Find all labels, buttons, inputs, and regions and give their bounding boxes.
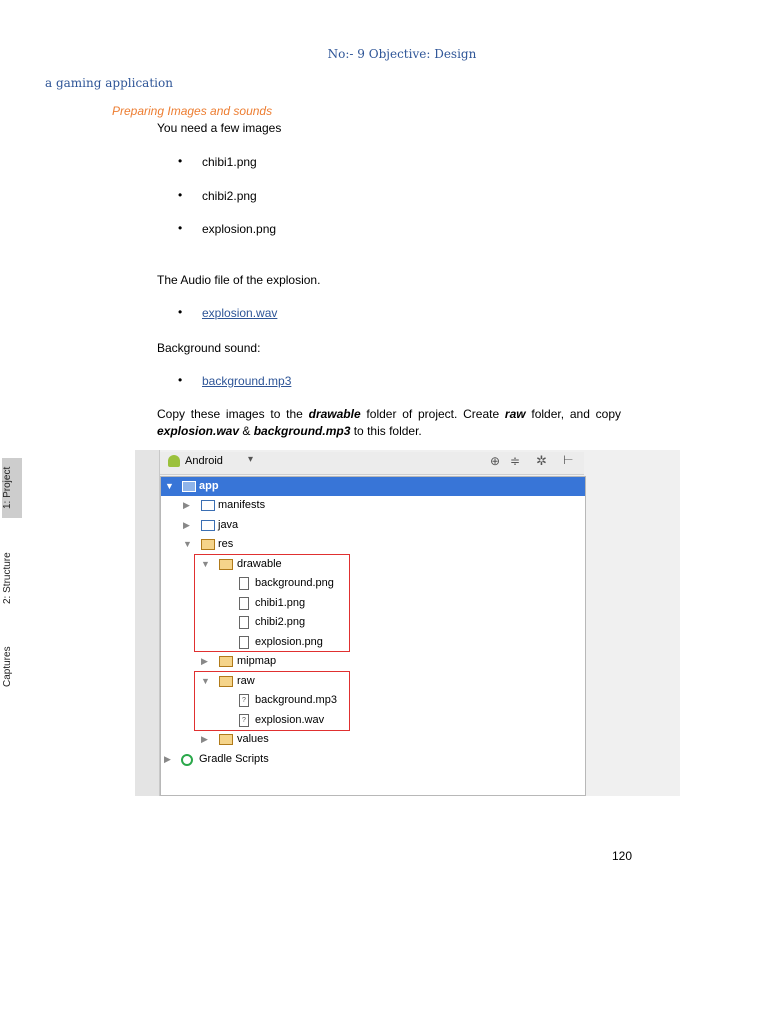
triangle-down-icon: ▼ (165, 481, 174, 491)
module-folder-icon (182, 481, 196, 492)
project-toolbar (160, 452, 584, 475)
target-icon[interactable]: ⊕ (490, 454, 501, 468)
gear-icon[interactable]: ✲ (536, 453, 547, 468)
tree-item-app[interactable]: ▼ app (161, 477, 585, 496)
explosion-wav-link[interactable]: explosion.wav (202, 306, 278, 320)
triangle-down-icon: ▼ (201, 559, 210, 569)
background-mp3-link[interactable]: background.mp3 (202, 374, 292, 388)
android-icon (168, 455, 180, 467)
project-tree: ▼ app ▶ manifests ▶ java ▼ res ▼ drawable background.png chibi1.png chibi2.png explosion.png ▶ mipmap ▼ raw ? background.mp3 ? explosion.wav ▶ values ▶ Gradle Scripts (160, 476, 586, 796)
tab-structure[interactable]: 2: Structure (2, 552, 13, 604)
resource-folder-icon (201, 539, 215, 550)
side-tool-strip (135, 450, 160, 796)
unknown-file-icon: ? (239, 694, 249, 707)
triangle-down-icon: ▼ (183, 539, 192, 549)
view-selector[interactable]: Android (185, 455, 223, 467)
objective-heading: No:- 9 Objective: Design (327, 47, 477, 61)
copy-instructions: Copy these images to the drawable folder of project. Create raw folder, and copy explosion.wav & background.mp3 to this folder. (157, 407, 621, 438)
objective-subtitle: a gaming application (45, 76, 173, 90)
unknown-file-icon: ? (239, 714, 249, 727)
page-number: 120 (612, 849, 633, 863)
triangle-down-icon: ▼ (201, 676, 210, 686)
resource-folder-icon (219, 656, 233, 667)
raw-highlight-box (194, 671, 350, 731)
tab-project[interactable]: 1: Project (2, 458, 22, 518)
bullet-icon: • (178, 373, 183, 387)
triangle-right-icon: ▶ (201, 734, 208, 744)
bg-intro-text: Background sound: (157, 341, 261, 355)
chevron-down-icon[interactable]: ▾ (248, 454, 254, 465)
bullet-icon: • (178, 305, 183, 319)
audio-intro-text: The Audio file of the explosion. (157, 273, 321, 287)
hide-icon[interactable]: ⊢ (563, 453, 574, 467)
triangle-right-icon: ▶ (183, 520, 190, 530)
bullet-icon: • (178, 221, 183, 235)
collapse-icon[interactable]: ≑ (510, 454, 521, 468)
tab-captures[interactable]: Captures (2, 646, 13, 688)
bullet-icon: • (178, 154, 183, 168)
folder-icon (201, 500, 215, 511)
section-title: Preparing Images and sounds (112, 104, 273, 118)
intro-text: You need a few images (157, 121, 282, 135)
triangle-right-icon: ▶ (201, 656, 208, 666)
drawable-highlight-box (194, 554, 350, 652)
resource-folder-icon (219, 734, 233, 745)
triangle-right-icon: ▶ (183, 500, 190, 510)
gradle-icon (181, 754, 193, 766)
folder-icon (201, 520, 215, 531)
triangle-right-icon: ▶ (164, 754, 171, 764)
bullet-icon: • (178, 188, 183, 202)
